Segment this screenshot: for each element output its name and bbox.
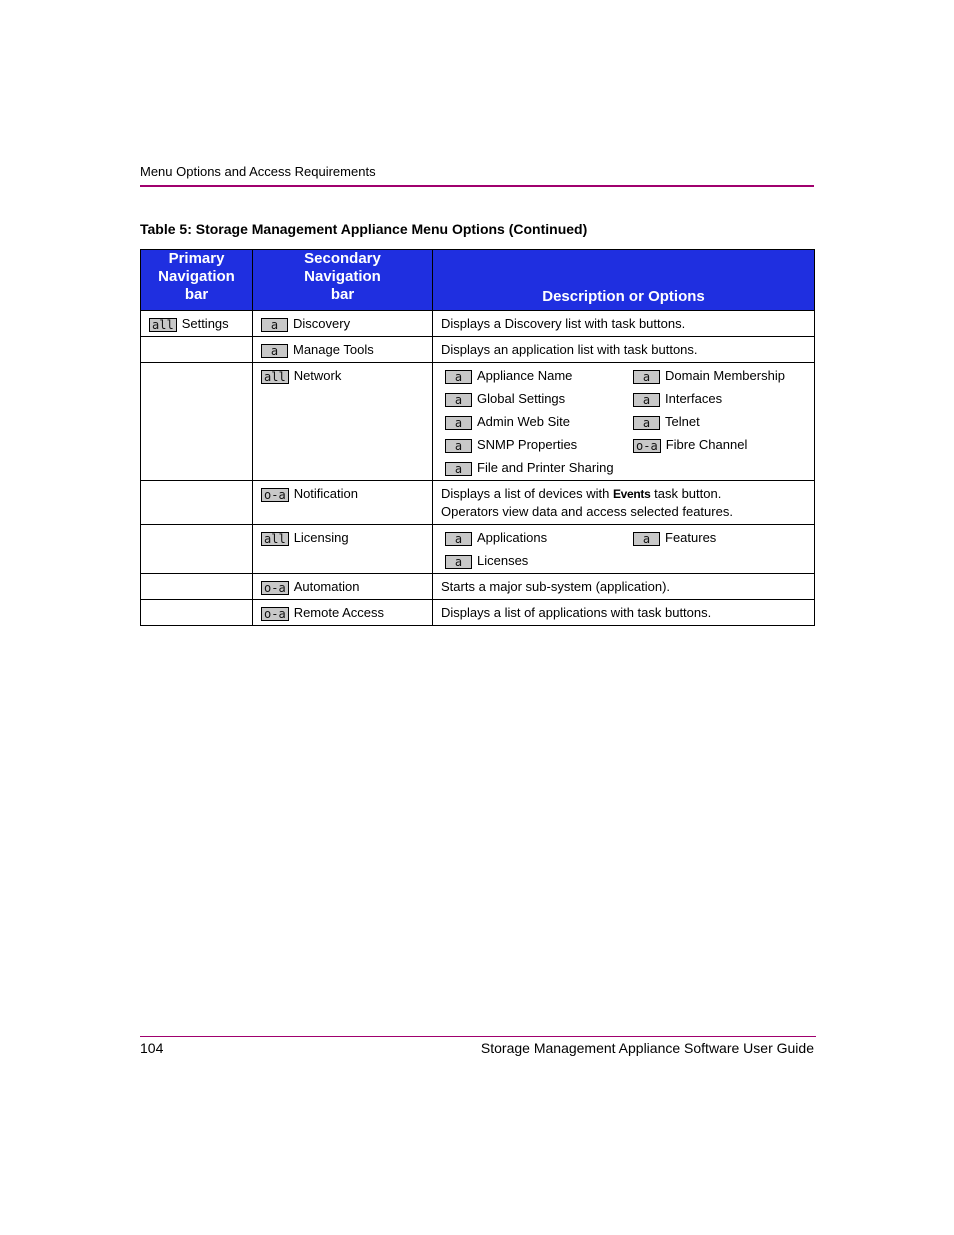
description-line bbox=[441, 485, 806, 503]
option-label: Fibre Channel bbox=[665, 437, 748, 452]
option-label: Features bbox=[665, 530, 717, 545]
events-term: Events bbox=[612, 487, 651, 501]
access-badge: o-a bbox=[261, 581, 289, 595]
table-row bbox=[141, 600, 815, 626]
secondary-label: Network bbox=[293, 368, 342, 383]
guide-title: Storage Management Appliance Software User Guide bbox=[480, 1040, 814, 1056]
access-badge: a bbox=[445, 555, 472, 569]
secondary-label: Manage Tools bbox=[293, 342, 374, 357]
description-cell bbox=[433, 311, 815, 337]
option-item bbox=[445, 436, 633, 454]
header-line: Primary bbox=[168, 250, 225, 267]
option-item bbox=[445, 459, 633, 477]
secondary-cell bbox=[253, 481, 433, 525]
option-item bbox=[445, 413, 633, 431]
option-label: File and Printer Sharing bbox=[477, 460, 614, 475]
access-badge: a bbox=[445, 439, 472, 453]
description-line: Operators view data and access selected features. bbox=[441, 504, 733, 519]
access-badge: a bbox=[633, 370, 660, 384]
options-grid bbox=[441, 367, 806, 477]
running-head: Menu Options and Access Requirements bbox=[140, 164, 376, 179]
header-line: Secondary bbox=[304, 250, 381, 267]
access-badge: all bbox=[261, 370, 289, 384]
header-line: bar bbox=[184, 286, 209, 303]
description-text: task button. bbox=[650, 486, 722, 501]
option-item bbox=[445, 367, 633, 385]
access-badge: a bbox=[633, 393, 660, 407]
option-label: Global Settings bbox=[477, 391, 566, 406]
option-label: SNMP Properties bbox=[477, 437, 578, 452]
option-label: Licenses bbox=[477, 553, 529, 568]
primary-cell bbox=[141, 337, 253, 363]
secondary-cell bbox=[253, 363, 433, 481]
description-text: Starts a major sub-system (application). bbox=[441, 579, 671, 594]
access-badge: a bbox=[445, 370, 472, 384]
option-item bbox=[633, 367, 813, 385]
primary-cell bbox=[141, 525, 253, 574]
option-label: Appliance Name bbox=[477, 368, 573, 383]
secondary-cell bbox=[253, 574, 433, 600]
header-secondary-navigation bbox=[253, 250, 433, 311]
header-description: Description or Options bbox=[433, 250, 815, 311]
primary-cell bbox=[141, 574, 253, 600]
description-text: Displays a list of devices with bbox=[441, 486, 613, 501]
option-item bbox=[445, 552, 633, 570]
description-cell bbox=[433, 337, 815, 363]
menu-options-table bbox=[140, 249, 815, 626]
primary-cell bbox=[141, 600, 253, 626]
secondary-label: Discovery bbox=[293, 316, 351, 331]
access-badge: all bbox=[261, 532, 289, 546]
option-label: Domain Membership bbox=[665, 368, 785, 383]
table-row bbox=[141, 311, 815, 337]
options-grid bbox=[441, 529, 806, 570]
header-line: Navigation bbox=[158, 268, 235, 285]
primary-cell bbox=[141, 311, 253, 337]
description-cell bbox=[433, 600, 815, 626]
table-row bbox=[141, 363, 815, 481]
access-badge: a bbox=[633, 532, 660, 546]
secondary-label: Automation bbox=[293, 579, 360, 594]
table-row bbox=[141, 337, 815, 363]
description-text: Displays a list of applications with task buttons. bbox=[441, 605, 712, 620]
access-badge: a bbox=[261, 318, 288, 332]
description-text: Displays an application list with task buttons. bbox=[441, 342, 698, 357]
primary-label: Settings bbox=[181, 316, 229, 331]
page-number: 104 bbox=[140, 1040, 164, 1056]
primary-cell bbox=[141, 481, 253, 525]
access-badge: all bbox=[149, 318, 177, 332]
access-badge: a bbox=[445, 393, 472, 407]
description-text: Displays a Discovery list with task buttons. bbox=[441, 316, 686, 331]
secondary-cell bbox=[253, 600, 433, 626]
access-badge: a bbox=[445, 532, 472, 546]
footer-rule bbox=[140, 1036, 816, 1037]
table-caption: Table 5: Storage Management Appliance Menu Options (Continued) bbox=[140, 221, 588, 237]
table-row bbox=[141, 525, 815, 574]
option-item bbox=[445, 390, 633, 408]
table-row bbox=[141, 481, 815, 525]
option-item bbox=[633, 436, 813, 454]
option-item bbox=[445, 529, 633, 547]
header-rule bbox=[140, 185, 814, 187]
description-cell bbox=[433, 574, 815, 600]
access-badge: a bbox=[261, 344, 288, 358]
option-label: Telnet bbox=[665, 414, 700, 429]
option-item bbox=[633, 529, 813, 547]
table-row bbox=[141, 574, 815, 600]
description-cell bbox=[433, 481, 815, 525]
option-label: Applications bbox=[477, 530, 548, 545]
header-line: bar bbox=[330, 286, 355, 303]
primary-cell bbox=[141, 363, 253, 481]
secondary-label: Notification bbox=[293, 486, 358, 501]
options-cell bbox=[433, 363, 815, 481]
secondary-label: Remote Access bbox=[293, 605, 385, 620]
access-badge: a bbox=[633, 416, 660, 430]
secondary-label: Licensing bbox=[293, 530, 349, 545]
secondary-cell bbox=[253, 337, 433, 363]
option-item bbox=[633, 413, 813, 431]
option-item bbox=[633, 390, 813, 408]
header-line: Navigation bbox=[304, 268, 381, 285]
access-badge: o-a bbox=[261, 607, 289, 621]
secondary-cell bbox=[253, 311, 433, 337]
option-label: Interfaces bbox=[665, 391, 723, 406]
option-label: Admin Web Site bbox=[477, 414, 570, 429]
access-badge: a bbox=[445, 416, 472, 430]
header-primary-navigation bbox=[141, 250, 253, 311]
access-badge: o-a bbox=[261, 488, 289, 502]
options-cell bbox=[433, 525, 815, 574]
access-badge: a bbox=[445, 462, 472, 476]
secondary-cell bbox=[253, 525, 433, 574]
table-header-row bbox=[141, 250, 815, 311]
access-badge: o-a bbox=[633, 439, 661, 453]
